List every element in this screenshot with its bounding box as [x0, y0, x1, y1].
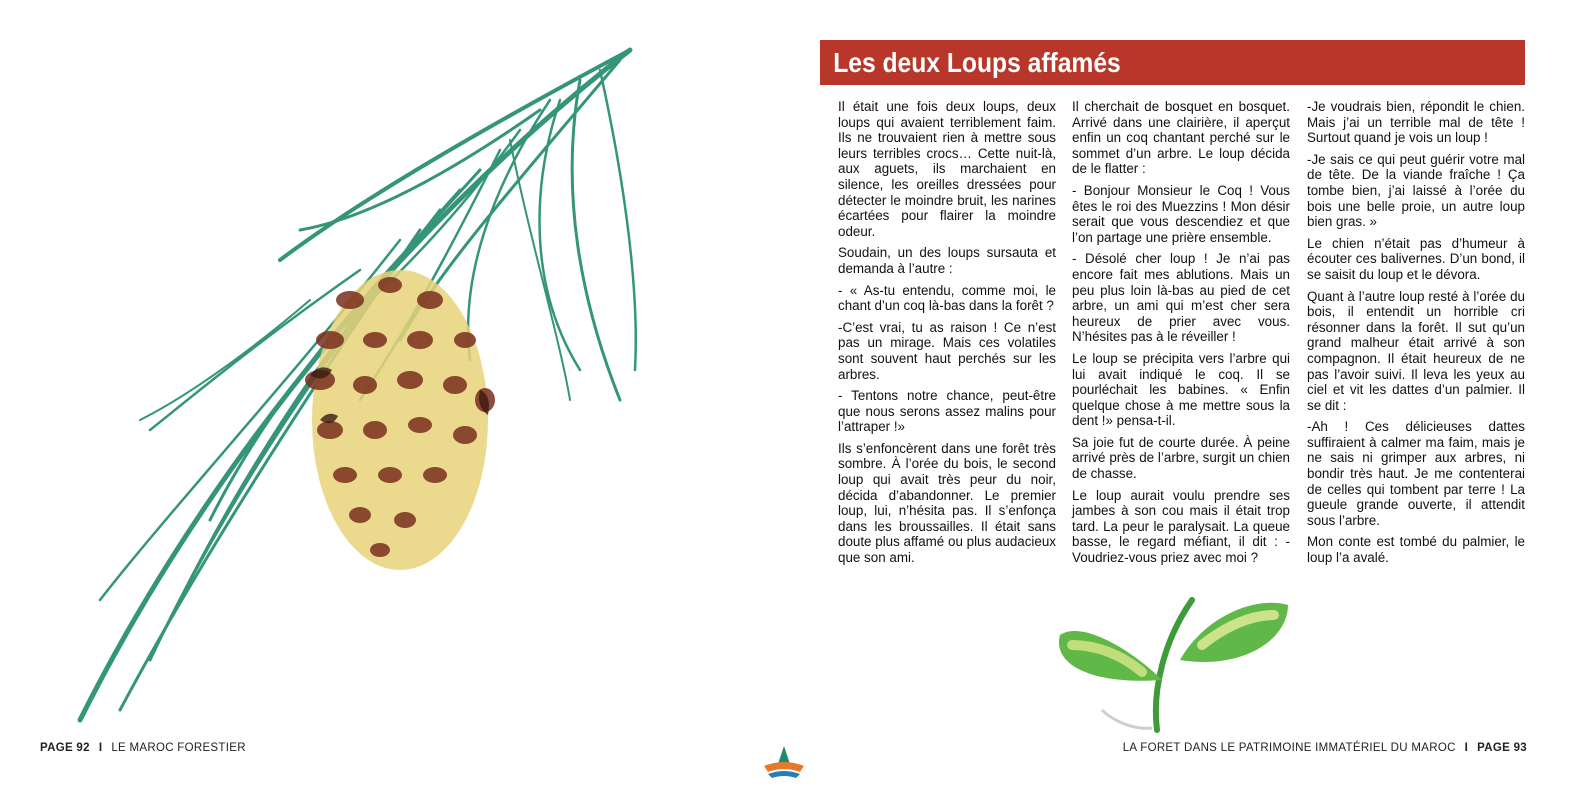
paragraph: -C’est vrai, tu as raison ! Ce n’est pas un mirage. Mais ces volatiles sont souvent haut perchés sur les arbres.: [838, 319, 1056, 382]
text-column-2: [1072, 99, 1290, 572]
paragraph: Le chien n’était pas d’humeur à écouter ces balivernes. D’un bond, il se saisit du loup et le dévora.: [1307, 235, 1525, 282]
paragraph: Il était une fois deux loups, deux loups qui avaient terriblement faim. Ils ne trouvaient rien à mettre sous leurs terribles crocs… Cette nuit-là, aux aguets, ils marchaient en silence, les oreilles dressées pour détecter le moindre bruit, les narines écartées pour flairer la moindre odeur.: [838, 99, 1056, 239]
section-title-right: LA FORET DANS LE PATRIMOINE IMMATÉRIEL DU MAROC: [1122, 742, 1456, 754]
paragraph: - Désolé cher loup ! Je n’ai pas encore fait mes ablutions. Mais un peu plus loin là-bas au pied de cet arbre, un ami qui m’est cher sera heureux de prier avec vous. N’hésites pas à le réveiller !: [1072, 251, 1290, 345]
footer-separator: I: [98, 742, 103, 754]
pine-branch-illustration: [60, 40, 680, 740]
paragraph: Soudain, un des loups sursauta et demanda à l’autre :: [838, 245, 1056, 276]
page-title: Les deux Loups affamés: [833, 46, 1121, 78]
paragraph: -Je sais ce qui peut guérir votre mal de tête. De la viande fraîche ! Ça tombe bien, j’ai laissé à l’orée du bois une belle proie, un autre loup bien gras. »: [1307, 151, 1525, 230]
text-column-1: [838, 99, 1056, 572]
paragraph: Sa joie fut de courte durée. À peine arrivé près de l’arbre, surgit un chien de chasse.: [1072, 434, 1290, 482]
footer-right: [1123, 742, 1527, 754]
title-bar: [820, 40, 1525, 85]
paragraph: -Ah ! Ces délicieuses dattes suffiraient à calmer ma faim, mais je ne sais ni grimper aux arbres, ni bondir très haut. Je me contenterai de celles qui tombent par terre ! La gueule grande ouverte, il attendit sous l’arbre.: [1307, 419, 1525, 528]
paragraph: Ils s’enfoncèrent dans une forêt très sombre. À l’orée du bois, le second loup qui avait très peur du noir, décida d’abandonner. Le premier loup, lui, n’hésita pas. Il s’enfonça dans les broussailles. Il était sans doute plus affamé ou plus audacieux que son ami.: [838, 440, 1056, 566]
footer-separator: I: [1464, 742, 1469, 754]
paragraph: Il cherchait de bosquet en bosquet. Arrivé dans une clairière, il aperçut enfin un coq chantant perché sur le sommet d’un arbre. Le loup décida de le flatter :: [1072, 99, 1290, 177]
page-number-right: PAGE 93: [1477, 742, 1527, 754]
paragraph: Mon conte est tombé du palmier, le loup l’a avalé.: [1307, 534, 1525, 566]
text-column-3: [1307, 99, 1525, 572]
footer-left: [40, 742, 246, 754]
paragraph: - Bonjour Monsieur le Coq ! Vous êtes le roi des Muezzins ! Mon désir serait que vous descendiez et que l’on partage une prière ensemble.: [1072, 182, 1290, 245]
paragraph: Quant à l’autre loup resté à l’orée du bois, il entendit un horrible cri résonner dans la forêt. Il sut qu’un grand malheur était arrivé à son compagnon. Il était heureux de ne pas l’avoir suivi. Il leva les yeux au ciel et vit les dattes d’un palmier. Il se dit :: [1307, 288, 1525, 413]
paragraph: - « As-tu entendu, comme moi, le chant d’un coq là-bas dans la forêt ?: [838, 282, 1056, 314]
sprout-illustration: [1052, 590, 1292, 735]
page-number-left: PAGE 92: [40, 742, 90, 754]
section-title-left: LE MAROC FORESTIER: [111, 742, 246, 754]
paragraph: Le loup se précipita vers l’arbre qui lui avait indiqué le coq. Il se pourléchait les babines. « Enfin quelque chose à me mettre sous la dent !» pensa-t-il.: [1072, 350, 1290, 429]
paragraph: Le loup aurait voulu prendre ses jambes à son cou mais il était trop tard. La peur le paralysait. La queue basse, le regard méfiant, il dit : - Voudriez-vous priez avec moi ?: [1072, 487, 1290, 566]
paragraph: -Je voudrais bien, répondit le chien. Mais j’ai un terrible mal de tête ! Surtout quand je vois un loup !: [1307, 99, 1525, 146]
paragraph: - Tentons notre chance, peut-être que nous serons assez malins pour l’attraper !»: [838, 388, 1056, 435]
forest-logo-icon: [760, 744, 808, 780]
